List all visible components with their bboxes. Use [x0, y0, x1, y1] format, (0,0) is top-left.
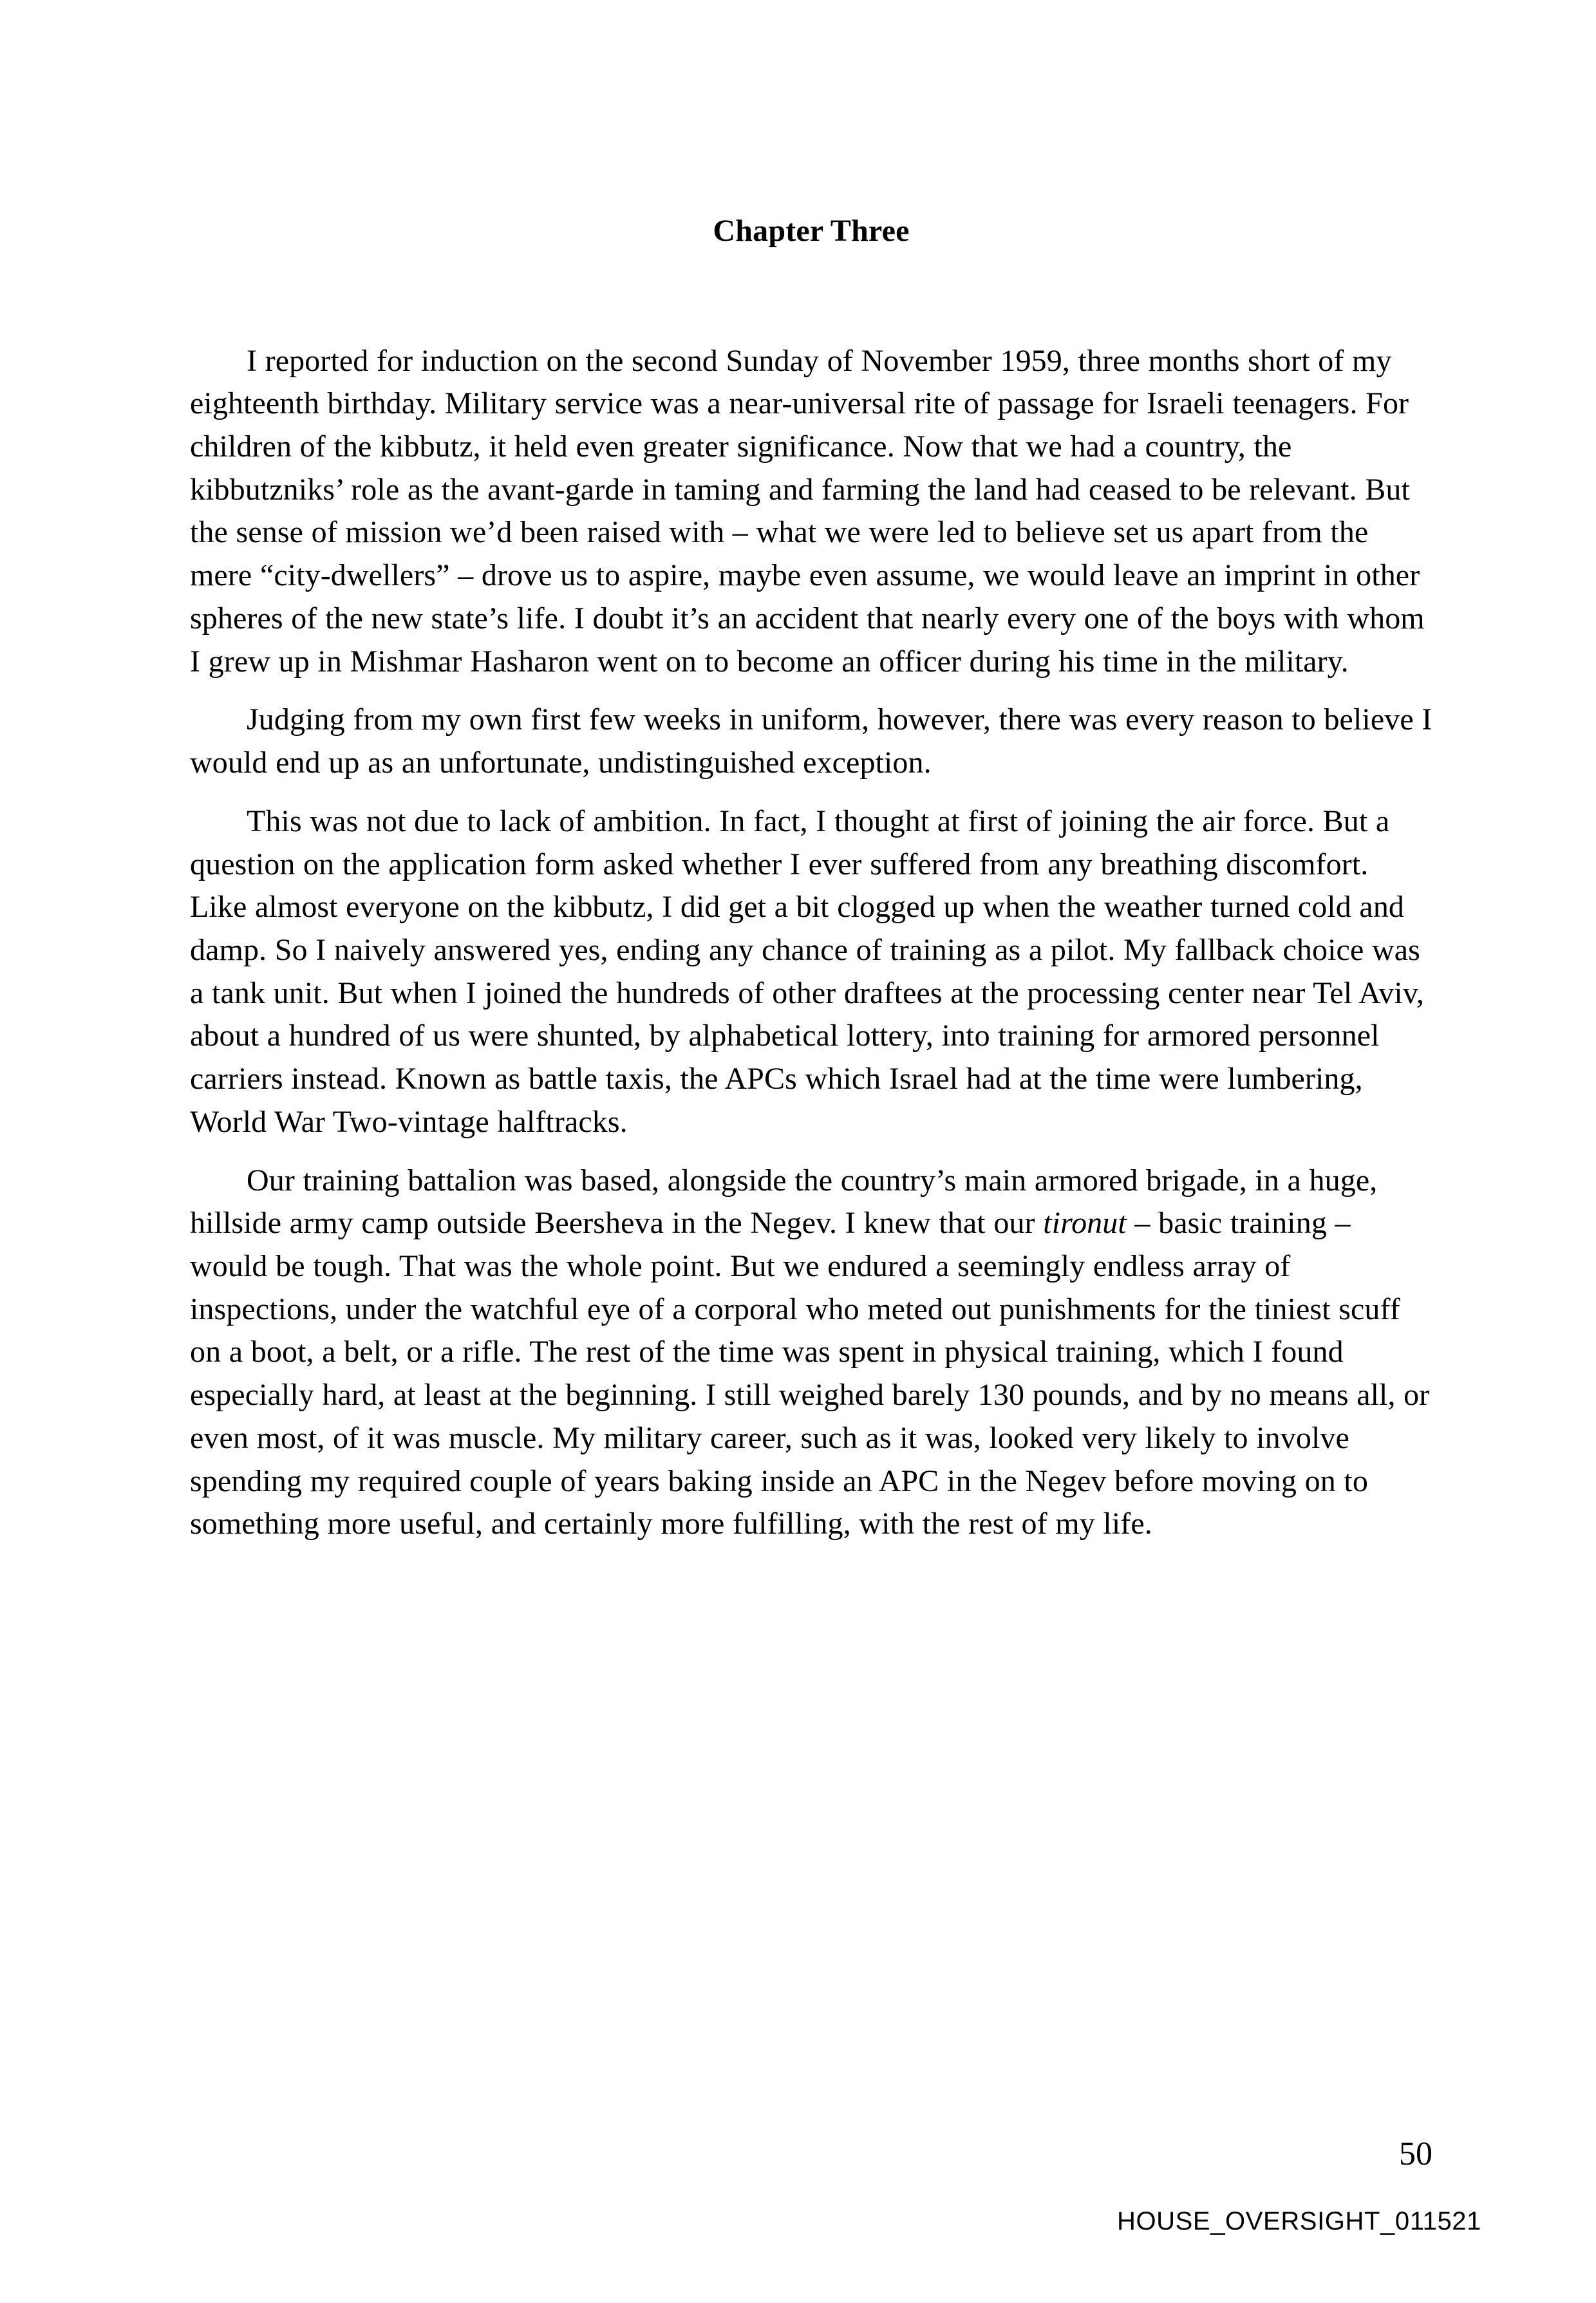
- paragraph-4-text-before-italic: Our training battalion was based, alongside the country’s main armored brigade, in a huge, hillside army camp outside Beersheva in the Negev. I knew that our: [190, 1163, 1378, 1241]
- body-paragraph-4: [190, 1160, 1432, 1546]
- body-paragraph-2: Judging from my own first few weeks in uniform, however, there was every reason to believe I would end up as an unfortunate, undistinguished exception.: [190, 702, 1432, 780]
- page-body: [190, 212, 1432, 1561]
- bates-stamp: HOUSE_OVERSIGHT_011521: [1116, 2207, 1481, 2235]
- paragraph-4-italic-term: tironut: [1043, 1206, 1127, 1241]
- body-paragraph-1: I reported for induction on the second Sunday of November 1959, three months short of my eighteenth birthday. Military service was a near-universal rite of passage for Israeli teenagers. For children of the kibbutz, it held even greater significance. Now that we had a country, the kibbutzniks’ role as the avant-garde in taming and farming the land had ceased to be relevant. But the sense of mission we’d been raised with – what we were led to believe set us apart from the mere “city-dwellers” – drove us to aspire, maybe even assume, we would leave an imprint in other spheres of the new state’s life. I doubt it’s an accident that nearly every one of the boys with whom I grew up in Mishmar Hasharon went on to become an officer during his time in the military.: [190, 343, 1425, 679]
- paragraph-4-text-after-italic: – basic training – would be tough. That was the whole point. But we endured a seemingly endless array of inspections, under the watchful eye of a corporal who meted out punishments for the tiniest scuff on a boot, a belt, or a rifle. The rest of the time was spent in physical training, which I found especially hard, at least at the beginning. I still weighed barely 130 pounds, and by no means all, or even most, of it was muscle. My military career, such as it was, looked very likely to involve spending my required couple of years baking inside an APC in the Negev before moving on to something more useful, and certainly more fulfilling, with the rest of my life.: [190, 1206, 1430, 1541]
- body-paragraph-3: This was not due to lack of ambition. In fact, I thought at first of joining the air force. But a question on the application form asked whether I ever suffered from any breathing discomfort. Like almost everyone on the kibbutz, I did get a bit clogged up when the weather turned cold and damp. So I naively answered yes, ending any chance of training as a pilot. My fallback choice was a tank unit. But when I joined the hundreds of other draftees at the processing center near Tel Aviv, about a hundred of us were shunted, by alphabetical lottery, into training for armored personnel carriers instead. Known as battle taxis, the APCs which Israel had at the time were lumbering, World War Two-vintage halftracks.: [190, 804, 1424, 1139]
- page-number: 50: [1399, 2136, 1432, 2172]
- chapter-title: Chapter Three: [713, 214, 910, 248]
